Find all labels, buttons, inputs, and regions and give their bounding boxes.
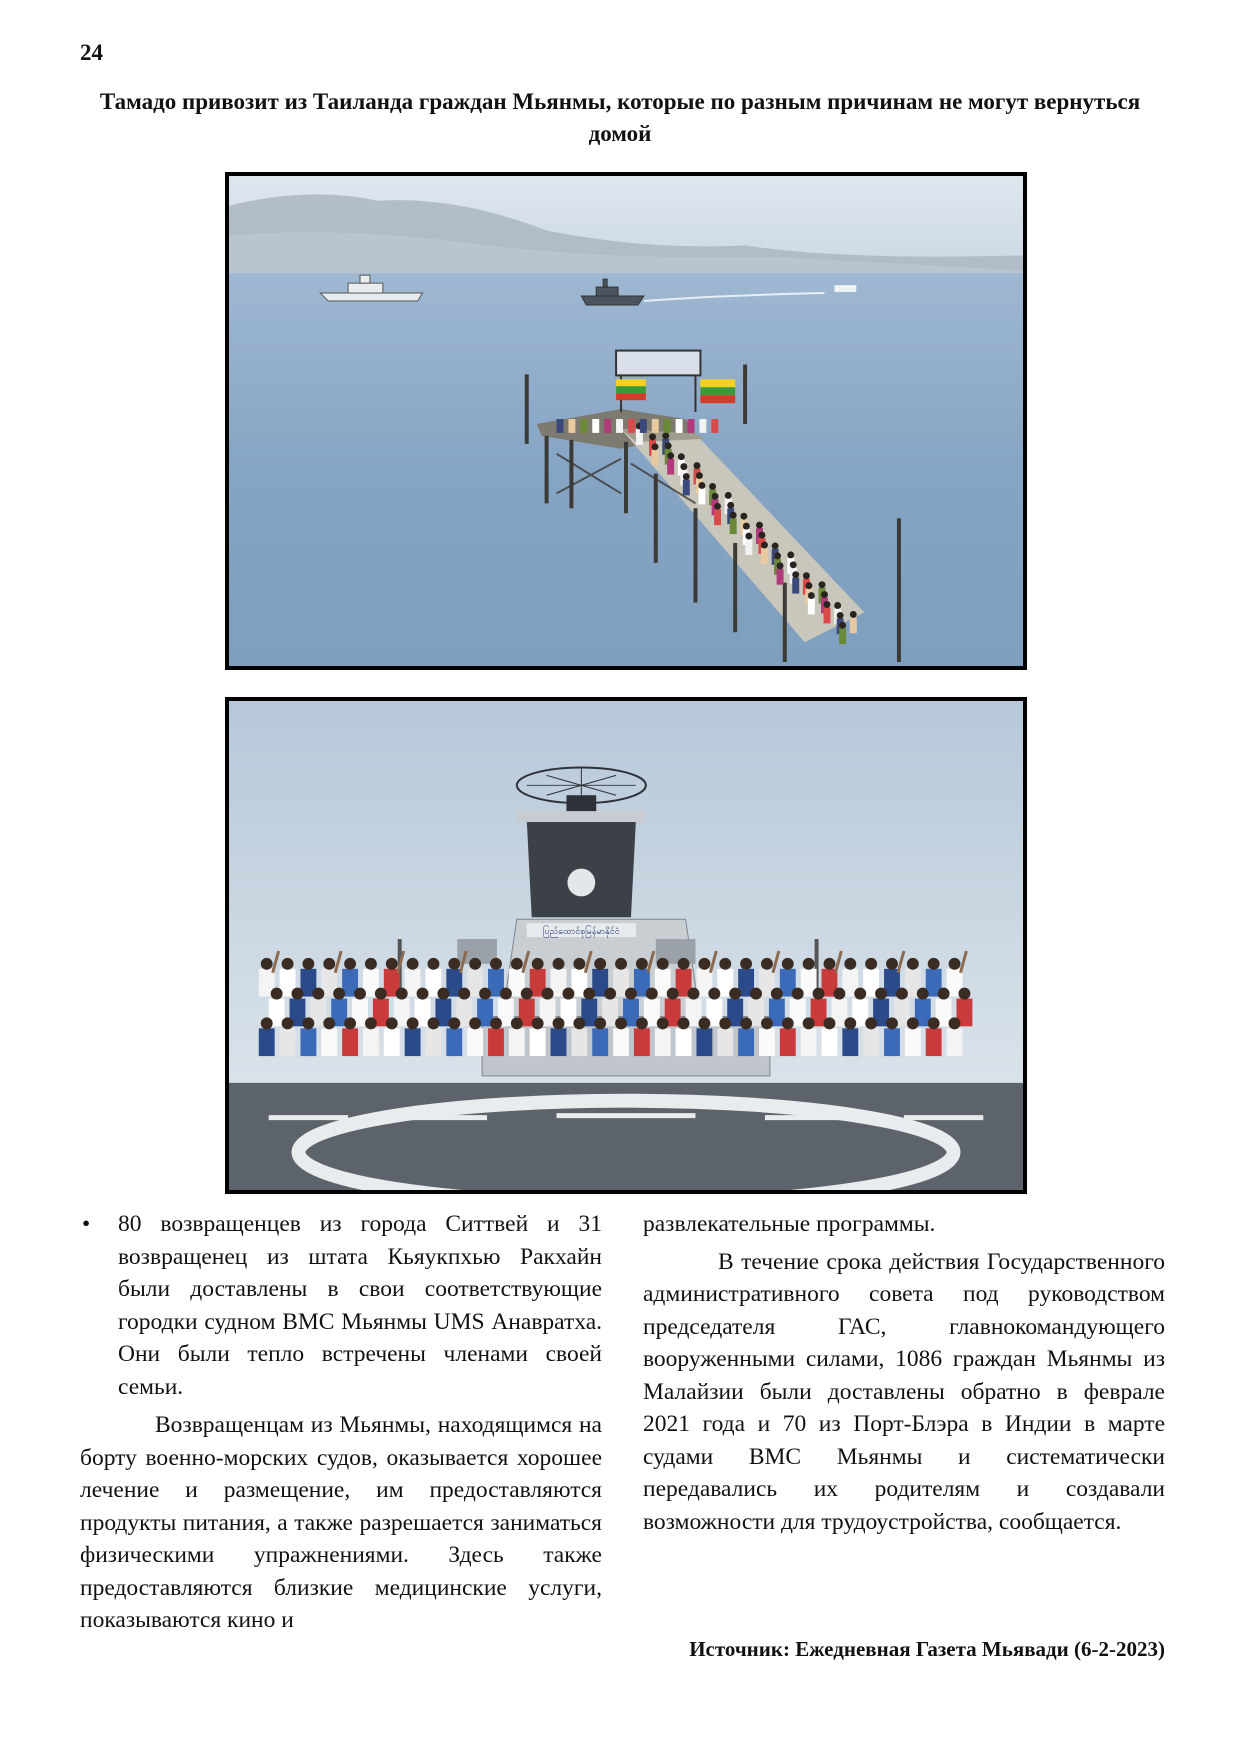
source-credit: Источник: Ежедневная Газета Мьявади (6-2-2023) [689,1637,1165,1661]
article-title: Тамадо привозит из Таиланда граждан Мьянмы, которые по разным причинам не могут вернуться домой [99,89,1141,146]
paragraph-1: Возвращенцам из Мьянмы, находящимся на борту военно-морских судов, оказывается хорошее лечение и размещение, им предоставляются продукты питания, а также разрешается заниматься физическими упражнениями. Здесь также предоставляются близкие медицинские услуги, показываются кино и [80,1412,602,1633]
ship-sign-text: ပြည်ထောင်စုမြန်မာနိုင်ငံ [542,927,620,938]
paragraph-1-continuation: развлекательные программы. [643,1211,936,1237]
article-left-column [80,1208,602,1637]
bullet-dot-icon: • [82,1211,91,1237]
page-number: 24 [80,40,103,65]
pier-photo [225,172,1027,670]
paragraph-2: В течение срока действия Государственного административного совета под руководством председателя ГАС, главнокомандующего вооруженными силами, 1086 граждан Мьянмы из Малайзии были доставлены обратно в феврале 2021 года и 70 из Порт-Блэра в Индии в марте судами ВМС Мьянмы и систематически передавались их родителям и создавали возможности для трудоустройства, сообщается. [643,1248,1165,1535]
bullet-text: 80 возвращенцев из города Ситтвей и 31 возвращенец из штата Кьяукпхью Ракхайн были доставлены в свои соответствующие городки судном ВМС Мьянмы UMS Анавратха. Они были тепло встречены членами своей семьи. [118,1211,602,1400]
bullet-item [80,1208,602,1403]
article-right-column [643,1208,1165,1538]
deck-photo [225,697,1027,1194]
